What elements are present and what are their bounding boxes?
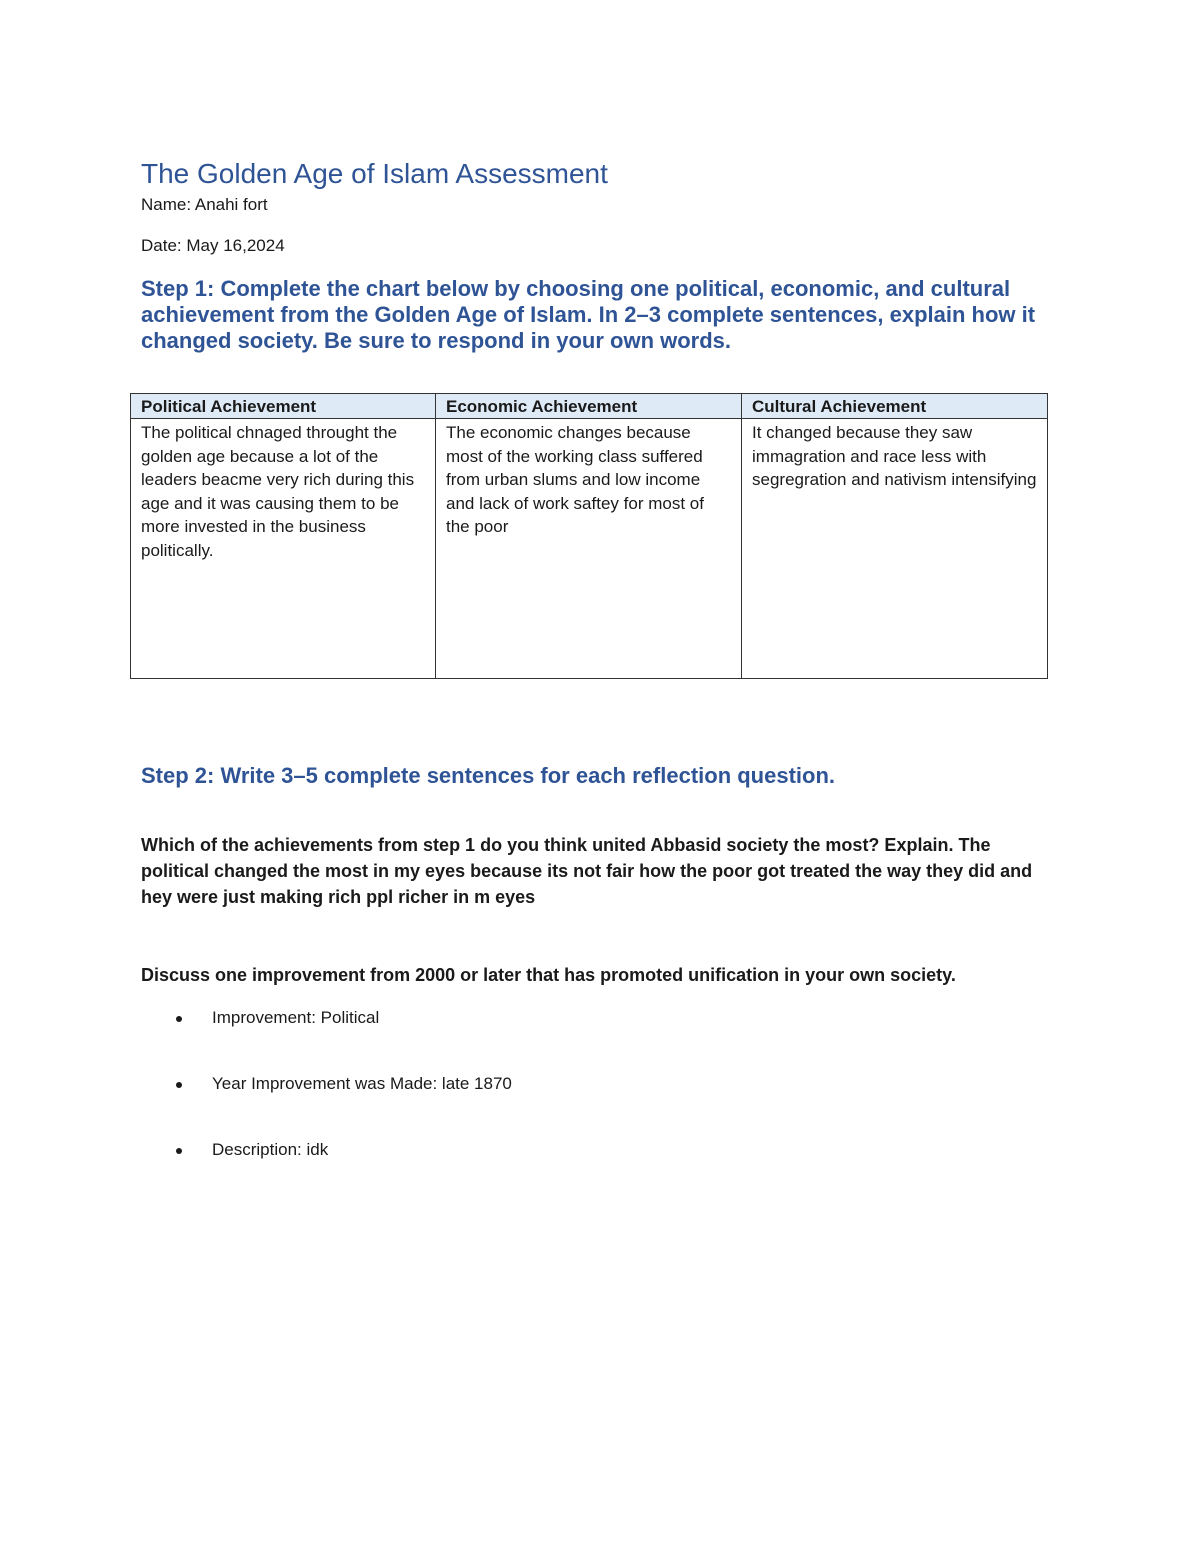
bullet-icon <box>176 1082 182 1088</box>
list-item <box>172 1140 512 1206</box>
chart-header-economic: Economic Achievement <box>436 394 742 419</box>
list-item <box>172 1074 512 1140</box>
chart-cell-cultural: It changed because they saw immagration and race less with segregration and nativism intensifying <box>752 423 1037 489</box>
list-item <box>172 1008 512 1074</box>
bullet-icon <box>176 1148 182 1154</box>
chart-cell-economic: The economic changes because most of the working class suffered from urban slums and low income and lack of work saftey for most of the poor <box>436 419 742 678</box>
chart-header-political: Political Achievement <box>131 394 436 419</box>
step2-heading: Step 2: Write 3–5 complete sentences for each reflection question. <box>141 763 836 788</box>
chart-header-cultural: Cultural Achievement <box>742 394 1047 419</box>
assessment-date: Date: May 16,2024 <box>141 236 285 255</box>
bullet-icon <box>176 1016 182 1022</box>
chart-cell-political: The political chnaged throught the golden age because a lot of the leaders beacme very rich during this age and it was causing them to be more invested in the business politically. <box>131 419 436 678</box>
reflection-question-2: Discuss one improvement from 2000 or later that has promoted unification in your own society. <box>141 965 956 985</box>
improvement-year: Year Improvement was Made: late 1870 <box>212 1074 512 1093</box>
improvement-description: Description: idk <box>212 1140 329 1159</box>
reflection-question-1: Which of the achievements from step 1 do you think united Abbasid society the most? Explain. The political changed the most in my eyes because its not fair how the poor got treated the way they did and hey were just making rich ppl richer in m eyes <box>141 835 1033 907</box>
improvement-type: Improvement: Political <box>212 1008 380 1027</box>
achievement-chart <box>130 393 1048 679</box>
step1-heading: Step 1: Complete the chart below by choosing one political, economic, and cultural achievement from the Golden Age of Islam. In 2–3 complete sentences, explain how it changed society. Be sure to respond in your own words. <box>141 276 1036 353</box>
improvement-list <box>172 1008 512 1206</box>
document-title: The Golden Age of Islam Assessment <box>141 158 608 189</box>
student-name: Name: Anahi fort <box>141 195 268 214</box>
